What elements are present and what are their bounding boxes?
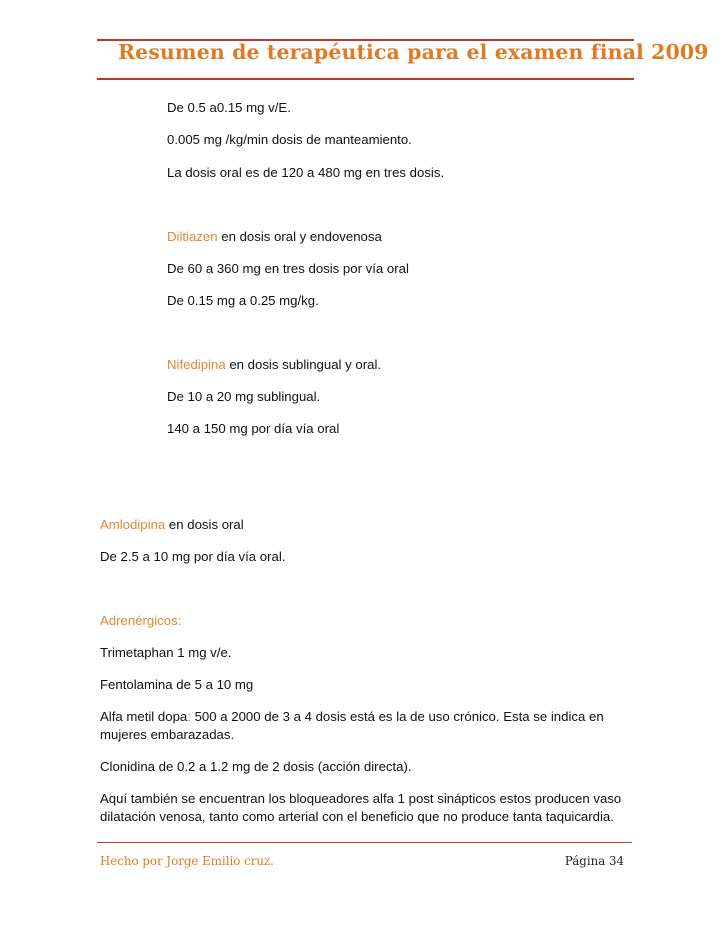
footer-author: Hecho por Jorge Emilio cruz. [100,854,274,868]
section-heading-adrenergicos: Adrenérgicos: [100,613,182,628]
text-line: dilatación venosa, tanto como arterial con el beneficio que no produce tanta taquicardia. [100,809,614,824]
text-line: De 0.5 a0.15 mg v/E. [167,100,291,115]
text-line: mujeres embarazadas. [100,727,235,742]
text-line: Trimetaphan 1 mg v/e. [100,645,232,660]
text-line: 0.005 mg /kg/min dosis de manteamiento. [167,132,412,147]
drug-line-amlodipina [100,517,244,533]
text-line: De 60 a 360 mg en tres dosis por vía oral [167,261,409,276]
colon-mark: : [187,709,191,724]
text-line: 140 a 150 mg por día vía oral [167,421,340,436]
drug-description: 500 a 2000 de 3 a 4 dosis está es la de uso crónico. Esta se indica en [190,709,604,724]
drug-line-nifedipina [167,357,381,373]
text-line: Aquí también se encuentran los bloqueadores alfa 1 post sinápticos estos producen vaso [100,791,622,806]
text-line: La dosis oral es de 120 a 480 mg en tres dosis. [167,165,445,180]
text-line: Fentolamina de 5 a 10 mg [100,677,254,692]
drug-description: en dosis oral y endovenosa [217,229,382,244]
drug-name: Alfa metil dopa [100,709,188,724]
footer-rule [97,842,632,843]
page-number: Página 34 [564,854,624,868]
drug-name: Diltiazen [167,229,218,244]
text-line: Clonidina de 0.2 a 1.2 mg de 2 dosis (acción directa). [100,759,412,774]
text-line-alfa-metil-dopa [100,709,604,725]
text-line: De 2.5 a 10 mg por día vía oral. [100,549,286,564]
drug-description: en dosis oral [165,517,244,532]
text-line: De 0.15 mg a 0.25 mg/kg. [167,293,319,308]
text-line: De 10 a 20 mg sublingual. [167,389,321,404]
drug-name: Amlodipina [100,517,166,532]
drug-description: en dosis sublingual y oral. [225,357,382,372]
drug-name: Nifedipina [167,357,226,372]
page-title: Resumen de terapéutica para el examen final 2009 [118,40,709,64]
header-rule-bottom [97,78,634,80]
drug-line-diltiazen [167,229,382,245]
